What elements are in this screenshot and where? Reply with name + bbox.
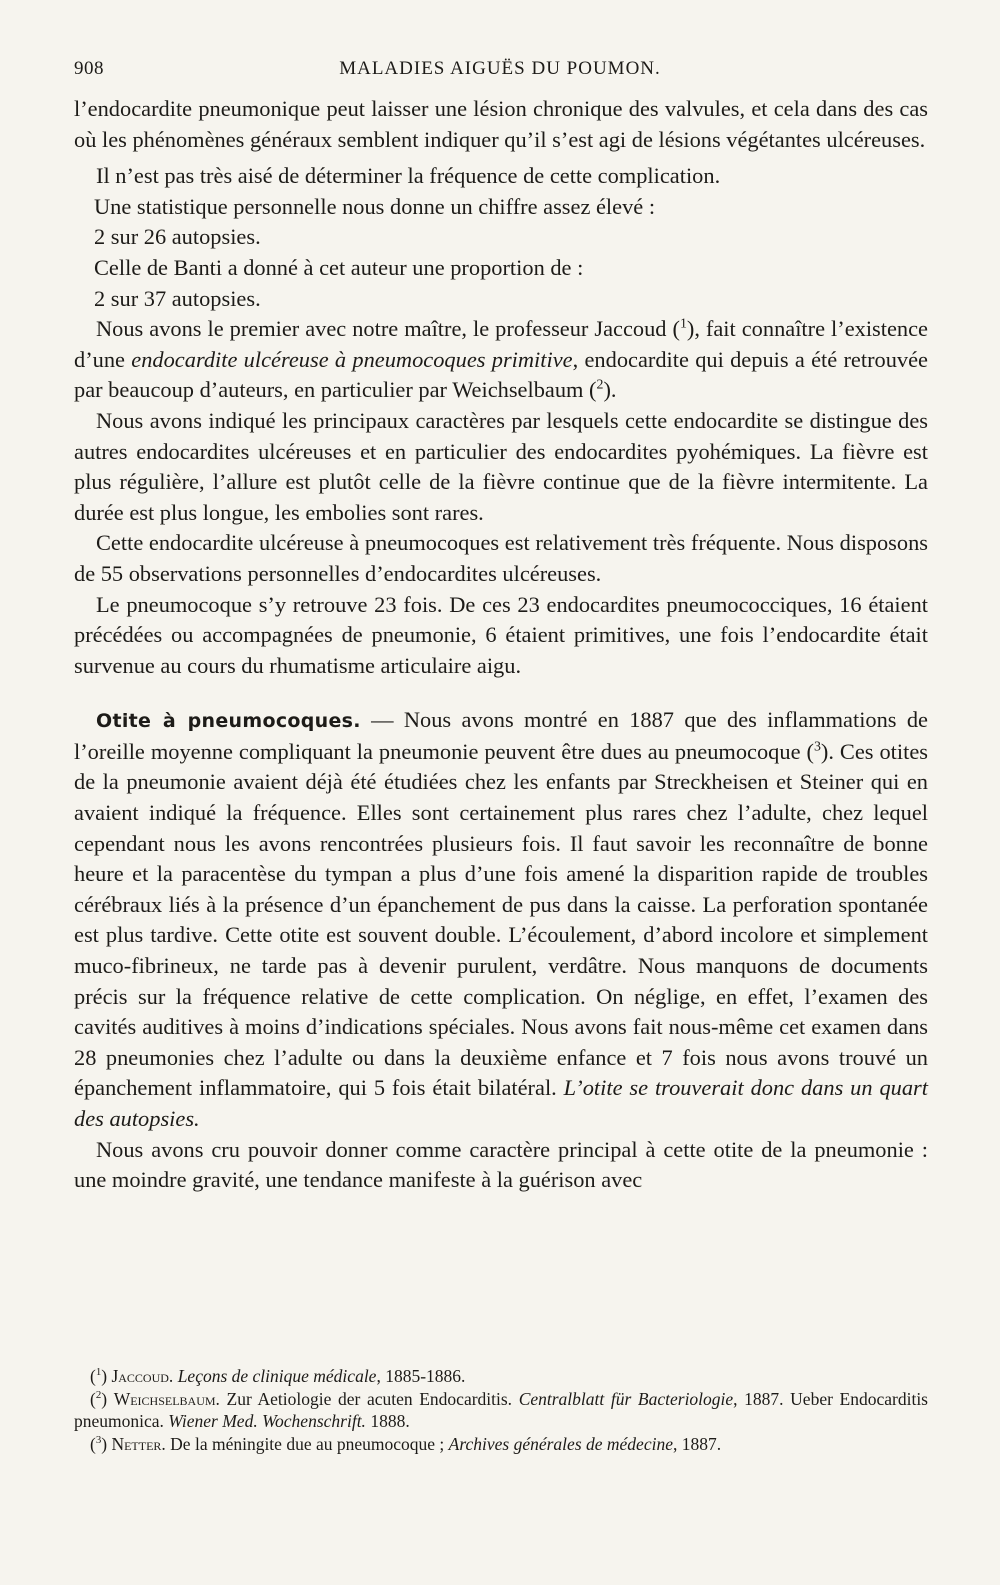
paragraph-3-text-c: , endocardite qui depuis a été retrouvée par beaucoup d’auteurs, en particulier par Weichselbaum ( xyxy=(74,346,928,403)
footnote-1-marker: ($^1$) xyxy=(90,1366,108,1386)
footnote-3-journal: Archives générales de médecine xyxy=(448,1433,673,1454)
section-heading: Otite à pneumocoques. xyxy=(96,710,361,733)
footnote-2-text-2: , 1887. Ueber Endocarditis pneumonica. xyxy=(74,1388,928,1431)
running-title: MALADIES AIGUËS DU POUMON. xyxy=(339,58,661,79)
paragraph-3-text-a: Nous avons le premier avec notre maître, le professeur Jaccoud ( xyxy=(96,316,680,342)
paragraph-3-text-b: ), fait connaître l’existence d’une xyxy=(74,316,928,372)
paragraph-otite-text-b: ). Ces otites de la pneumonie avaient déjà été étudiées chez les enfants par Streckheisen et Steiner qui en avaient indiqué la fréquence. Elles sont certainement plus rares chez l’adulte, chez lequel cependant nous les avons rencontrées plusieurs fois. Il faut savoir les reconnaître de bonne heure et la paracentèse du tympan a plus d’une fois amené la disparition rapide de troubles cérébraux liés à la présence d’un épanchement de pus dans la caisse. La perforation spontanée est plus tardive. Cette otite est souvent double. L’écoulement, d’abord incolore et simplement muco-fibrineux, ne tarde pas à devenir purulent, verdâtre. Nous manquons de documents précis sur la fréquence relative de cette complication. On néglige, en effet, l’examen des cavités auditives à moins d’indications spéciales. Nous avons fait nous-même cet examen dans 28 pneumonies chez l’adulte ou dans la deuxième enfance et 7 fois nous avons trouvé un épanchement inflammatoire, qui 5 fois était bilatéral. xyxy=(74,738,928,1101)
paragraph-5: Cette endocardite ulcéreuse à pneumocoques est relativement très fréquente. Nous disposons de 55 observations personnelles d’endocardites ulcéreuses. xyxy=(74,530,928,586)
statistic-personal xyxy=(74,192,928,253)
paragraph-6: Le pneumocoque s’y retrouve 23 fois. De ces 23 endocardites pneumococciques, 16 étaient précédées ou accompagnées de pneumonie, 6 étaient primitives, une fois l’endocardite était survenue au cours du rhumatisme articulaire aigu. xyxy=(74,591,928,678)
footnote-3-text: De la méningite due au pneumocoque ; xyxy=(165,1433,449,1454)
statistic-banti-line: Celle de Banti a donné à cet auteur une proportion de : xyxy=(94,254,584,280)
footnote-3 xyxy=(74,1433,928,1456)
paragraph-2: Il n’est pas très aisé de déterminer la fréquence de cette complication. xyxy=(96,163,721,189)
footnotes xyxy=(74,1365,928,1455)
paragraph-otite-emphasis: L’otite se trouverait donc dans un quart des autopsies. xyxy=(74,1075,928,1131)
footnote-ref-1: 1 xyxy=(679,316,687,332)
paragraph-otite xyxy=(74,705,928,1134)
paragraph-3-text-d: ). xyxy=(603,377,617,403)
paragraph-1: l’endocardite pneumonique peut laisser une lésion chronique des valvules, et cela dans des cas où les phénomènes généraux semblent indiquer qu’il s’est agi de lésions végétantes ulcéreuses. xyxy=(74,96,928,152)
footnote-2-journal-2: Wiener Med. Wochenschrift. xyxy=(168,1411,366,1431)
footnote-2-tail: 1888. xyxy=(365,1411,410,1431)
page-number: 908 xyxy=(74,58,104,79)
footnote-3-marker: ($^3$) xyxy=(90,1433,108,1454)
footnote-2-marker: ($^2$) xyxy=(90,1388,108,1409)
footnote-3-tail: , 1887. xyxy=(672,1433,722,1454)
paragraph-8: Nous avons cru pouvoir donner comme caractère principal à cette otite de la pneumonie : une moindre gravité, une tendance manifeste à la guérison avec xyxy=(74,1136,928,1193)
footnote-ref-2: 2 xyxy=(596,377,604,393)
footnote-2 xyxy=(74,1388,928,1433)
footnote-1-tail: , 1885-1886. xyxy=(376,1366,466,1386)
footnote-2-text: Zur Aetiologie der acuten Endocarditis. xyxy=(219,1388,519,1409)
footnote-ref-3: 3 xyxy=(813,739,821,755)
paragraph-3-emphasis: endocardite ulcéreuse à pneumocoques primitive xyxy=(131,346,573,372)
footnote-1 xyxy=(74,1365,928,1388)
statistic-personal-result: 2 sur 26 autopsies. xyxy=(94,224,261,250)
statistic-banti xyxy=(74,253,928,314)
main-text xyxy=(74,94,928,1196)
footnote-1-author: Jaccoud. xyxy=(111,1366,174,1386)
footnote-3-author: Netter. xyxy=(111,1433,166,1454)
statistic-personal-line: Une statistique personnelle nous donne un chiffre assez élevé : xyxy=(94,193,656,219)
paragraph-4: Nous avons indiqué les principaux caractères par lesquels cette endocardite se distingue des autres endocardites ulcéreuses et en particulier des endocardites pyohémiques. La fièvre est plus régulière, l’allure est plutôt celle de la fièvre continue que de la fièvre intermitente. La durée est plus longue, les embolies sont rares. xyxy=(74,407,928,525)
footnote-1-title: Leçons de clinique médicale xyxy=(177,1366,377,1386)
paragraph-otite-text-a: — Nous avons montré en 1887 que des inflammations de l’oreille moyenne compliquant la pneumonie peuvent être dues au pneumocoque ( xyxy=(74,707,928,764)
footnote-2-author: Weichselbaum. xyxy=(113,1388,220,1409)
page-header xyxy=(74,58,926,88)
paragraph-3 xyxy=(74,314,928,406)
statistic-banti-result: 2 sur 37 autopsies. xyxy=(94,285,261,311)
footnote-2-journal: Centralblatt für Bacteriologie xyxy=(518,1388,734,1409)
